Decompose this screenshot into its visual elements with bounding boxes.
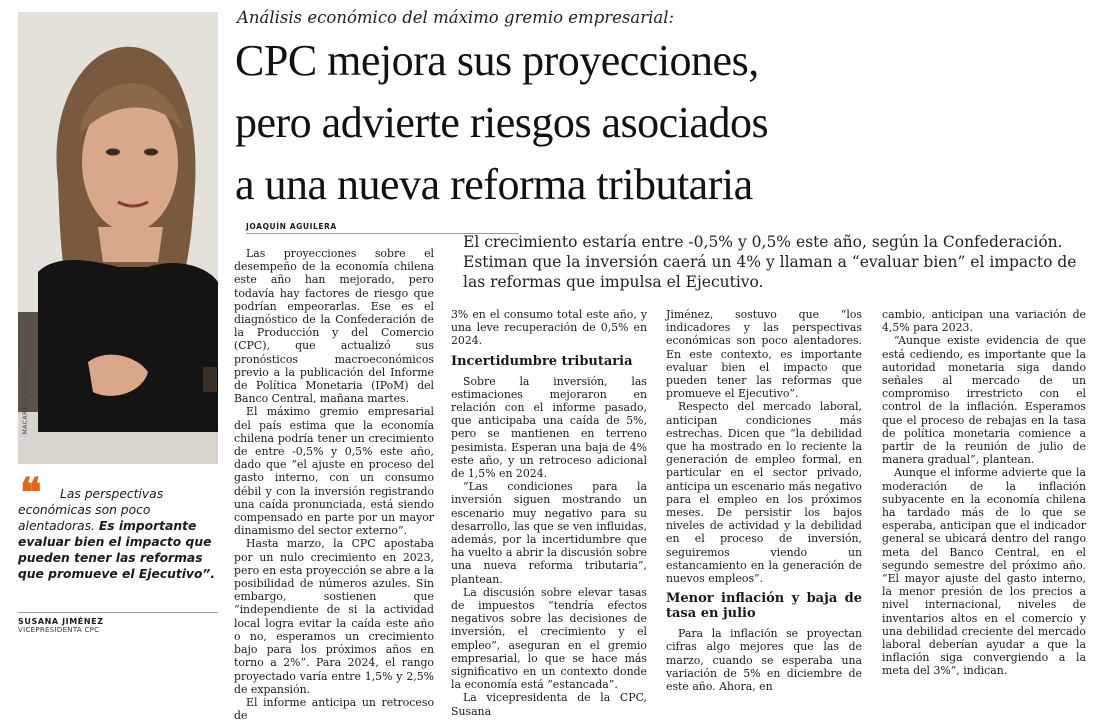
paragraph: El máximo gremio empresarial del país estima que la economía chilena podría tener un crecimiento de entre -0,5% y 0,5% este año, dado que “el ajuste en proceso del gasto interno, con un consumo débil y con la inversión registrando una caída pronunciada, está siendo compensado en parte por un mayor dinamismo del sector externo”.	[234, 405, 434, 538]
byline: JOAQUÍN AGUILERA	[246, 222, 337, 231]
photo-credit: MACARENA PÉREZ	[22, 372, 29, 435]
paragraph: “Las condiciones para la inversión siguen mostrando un escenario muy negativo para su desarrollo, las que se ven influidas, además, por la incertidumbre que ha vuelto a abrir la discusión sobre una nueva reforma tributaria”, plantean.	[451, 480, 647, 586]
paragraph: cambio, anticipan una variación de 4,5% para 2023.	[882, 308, 1086, 335]
deck: El crecimiento estaría entre -0,5% y 0,5% este año, según la Confederación. Estiman que la inversión caerá un 4% y llaman a “evaluar bien” el impacto de las reformas que impulsa el Ejecutivo.	[463, 233, 1077, 291]
article-column-4	[882, 308, 1086, 678]
paragraph: Respecto del mercado laboral, anticipan condiciones más estrechas. Dicen que “la debilidad que ha mostrado en lo reciente la generación de empleo formal, en particular en el sector privado, anticipa un escenario más negativo para el empleo en los próximos meses. De persistir los bajos niveles de actividad y la debilidad en el proceso de inversión, seguiremos viendo un estancamiento en la generación de nuevos empleos”.	[666, 400, 862, 586]
quote-author-role: VICEPRESIDENTA CPC	[18, 626, 100, 634]
paragraph: El informe anticipa un retroceso de	[234, 695, 434, 722]
paragraph: La vicepresidenta de la CPC, Susana	[451, 691, 647, 718]
headline-line: CPC mejora sus proyecciones,	[235, 36, 759, 85]
section-heading: Incertidumbre tributaria	[451, 353, 633, 369]
pull-quote-plain: Las perspectivas económicas son poco alentadoras.	[18, 487, 164, 533]
paragraph: Hasta marzo, la CPC apostaba por un nulo crecimiento en 2023, pero en esta proyección se abre a la posibilidad de números azules. Sin embargo, sostienen que “independiente de si la actividad local logra evitar la caída este año o no, esperamos un crecimiento bajo para los próximos años en torno a 2%”. Para 2024, el rango proyectado varía entre 1,5% y 2,5% de expansión.	[234, 537, 434, 696]
quote-mark-icon: ❝	[20, 469, 42, 516]
paragraph: Sobre la inversión, las estimaciones mejoraron en relación con el informe pasado, que anticipaba una caída de 5%, pero se mantienen en terreno pesimista. Esperan una baja de 4% este año, y un retroceso adicional de 1,5% en 2024.	[451, 374, 647, 481]
pull-quote	[18, 469, 218, 582]
article-column-2	[451, 308, 647, 718]
paragraph: Las proyecciones sobre el desempeño de la economía chilena este año han mejorado, pero todavía hay factores de riesgo que podrían empeorarlas. Ese es el diagnóstico de la Confederación de la Producción y del Comercio (CPC), que actualizó sus pronósticos macroeconómicos previo a la publicación del Informe de Política Monetaria (IPoM) del Banco Central, mañana martes.	[234, 247, 434, 406]
pull-quote-text	[18, 486, 218, 582]
article-column-3	[666, 308, 862, 693]
portrait-illustration	[18, 12, 218, 464]
paragraph: Para la inflación se proyectan cifras algo mejores que las de marzo, cuando se esperaba una variación de 5% en diciembre de este año. Ahora, en	[666, 627, 862, 694]
kicker: Análisis económico del máximo gremio empresarial:	[237, 8, 675, 27]
paragraph: 3% en el consumo total este año, y una leve recuperación de 0,5% en 2024.	[451, 308, 647, 348]
headline-line: a una nueva reforma tributaria	[235, 160, 753, 209]
article-column-1	[234, 247, 434, 722]
paragraph: Aunque el informe advierte que la moderación de la inflación subyacente en la economía chilena ha tardado más de lo que se esperaba, anticipan que el indicador general se ubicará dentro del rango meta del Banco Central, en el segundo semestre del próximo año. “El mayor ajuste del gasto interno, la menor presión de los precios a nivel internacional, niveles de inventarios altos en el comercio y una debilidad creciente del mercado laboral deberían ayudar a que la inflación siga convergiendo a la meta del 3%”, indican.	[882, 466, 1086, 678]
pull-quote-bold: Es importante evaluar bien el impacto que pueden tener las reformas que promueve el Ejecutivo”.	[18, 519, 216, 581]
quote-author-name: SUSANA JIMÉNEZ	[18, 617, 104, 626]
article-photo	[18, 12, 218, 464]
paragraph: Jiménez, sostuvo que “los indicadores y las perspectivas económicas son poco alentadores. En este contexto, es importante evaluar bien el impacto que pueden tener las reformas que promueve el Ejecutivo”.	[666, 308, 862, 401]
paragraph: “Aunque existe evidencia de que está cediendo, es importante que la autoridad monetaria siga dando señales al mercado de un compromiso irrestricto con el control de la inflación. Esperamos que el proceso de rebajas en la tasa de política monetaria comience a partir de la reunión de julio de manera gradual”, plantean.	[882, 334, 1086, 467]
headline-line: pero advierte riesgos asociados	[235, 98, 769, 147]
paragraph: La discusión sobre elevar tasas de impuestos “tendría efectos negativos sobre las decisiones de inversión, el crecimiento y el empleo”, aseguran en el gremio empresarial, lo que se hace más significativo en un contexto donde la economía está “estancada”.	[451, 585, 647, 692]
section-heading: Menor inflación y baja de tasa en julio	[666, 591, 862, 622]
quote-attribution	[18, 612, 218, 634]
headline	[235, 30, 1095, 216]
